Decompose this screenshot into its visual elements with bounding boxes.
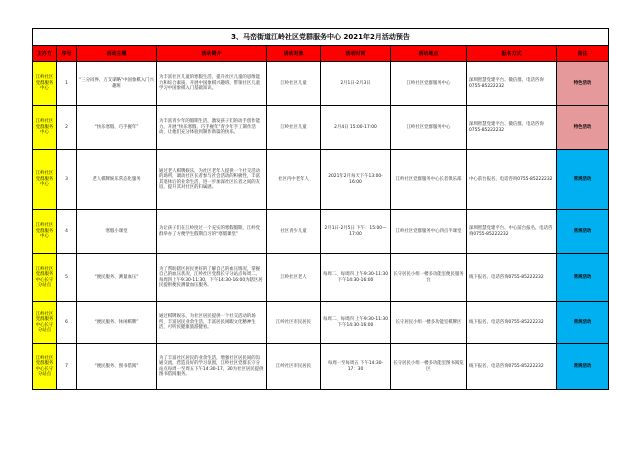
header-theme: 活动主题 <box>77 46 157 62</box>
row-number-cell: 7 <box>57 344 77 390</box>
row-number-cell: 6 <box>57 302 77 344</box>
row-number-cell: 5 <box>57 254 77 302</box>
place-cell: 江岭社区党群服务中心四点半课堂 <box>391 210 467 254</box>
place-cell: 江岭社区党群服务中心 <box>391 62 467 106</box>
table-row <box>33 254 609 302</box>
table-row <box>33 150 609 210</box>
signup-cell: 深圳智慧党建平台、微信群，电话咨询0755-85222232 <box>467 106 557 150</box>
status-cell: 常规活动 <box>557 344 609 390</box>
theme-cell: “便民服务、测量血压” <box>77 254 157 302</box>
row-number-cell: 2 <box>57 106 77 150</box>
description-cell: 通过老人棋牌娱乐，为社区老年人提供一个社交活动的场所，调动社区长者参与社会活动的积极性，丰富其退休后的业余生活，进一步加深社区长者之间的友谊，提升其对社区的归属感。 <box>157 150 267 210</box>
description-cell: 为让孩子们在江岭度过一个充实的寒假假期，江岭党群举办了方便学生假期自习的“寒假课堂” <box>157 210 267 254</box>
header-signup: 报名方式 <box>467 46 557 62</box>
time-cell: 2月1日-2月5日 下午：15:00—17:00 <box>321 210 391 254</box>
table-row <box>33 302 609 344</box>
signup-cell: 深圳智慧党建平台、微信群，电话咨询0755-85222232 <box>467 62 557 106</box>
activity-schedule-sheet <box>32 28 608 390</box>
target-cell: 江岭社区市民居民 <box>267 344 321 390</box>
signup-cell: 深圳智慧党建平台、中心前台报名、电话咨询0755-85222232 <box>467 210 557 254</box>
organizer-cell: 江岭社区党群服务中心 <box>33 106 57 150</box>
organizer-cell: 江岭社区党群服务中心 <box>33 150 57 210</box>
status-cell: 常规活动 <box>557 150 609 210</box>
header-time: 活动时间 <box>321 46 391 62</box>
signup-cell: 线下报名、电话咨询0755-85222232 <box>467 302 557 344</box>
row-number-cell: 1 <box>57 62 77 106</box>
organizer-cell: 江岭社区党群服务中心长守分站点 <box>33 302 57 344</box>
theme-cell: “便民服务、图书借阅” <box>77 344 157 390</box>
organizer-cell: 江岭社区党群服务中心 <box>33 62 57 106</box>
status-cell: 常规活动 <box>557 254 609 302</box>
place-cell: 长守居民小组一楼多功能室棋牌区 <box>391 302 467 344</box>
description-cell: 为丰富社区儿童的寒假生活，提升社区儿童的思维能力和综合素质，开展中国象棋兴趣班，带领社区儿童学习中国象棋入门基础知识。 <box>157 62 267 106</box>
time-cell: 每周二、每周四 上午9:30-11:30 下午14:30-16:00 <box>321 302 391 344</box>
description-cell: 通过棋牌娱乐，为社区居民提供一个社交活动的场所，丰富居民业余生活，丰富居民闲暇文化精神生活，可听民健康旅游健看。 <box>157 302 267 344</box>
signup-cell: 线下报名、电话咨询0755-85222232 <box>467 344 557 390</box>
time-cell: 2月4日 15:00-17:00 <box>321 106 391 150</box>
place-cell: 江岭社区党群服务中心 <box>391 106 467 150</box>
header-description: 活动简介 <box>157 46 267 62</box>
status-cell: 特色活动 <box>557 62 609 106</box>
target-cell: 江岭社区老人 <box>267 254 321 302</box>
status-cell: 常规活动 <box>557 210 609 254</box>
description-cell: 为丰富青少年的假期生活，激发孩子们的动手创作能力，开展“快乐寒假、巧手握年”青少年手工制作活动，让他们充分体验到制作新篇的快乐。 <box>157 106 267 150</box>
place-cell: 江岭社区党群服务中心长者俱乐部 <box>391 150 467 210</box>
time-cell: 每周二、每周四 上午9:30-11:30 下午14:30-16:00 <box>321 254 391 302</box>
target-cell: 江岭社区市民居民 <box>267 302 321 344</box>
theme-cell: 老人棋牌娱乐常态化服务 <box>77 150 157 210</box>
header-place: 活动地点 <box>391 46 467 62</box>
header-target: 活动对象 <box>267 46 321 62</box>
header-remark: 备注 <box>557 46 609 62</box>
description-cell: 为了丰富社区居民的业余生活，增强社区居民间的沟通交流，营造良好的学习氛围，江岭社区党群长守分站点每周一至周五下午14:30-17，30为社区居民提供图书借阅服务。 <box>157 344 267 390</box>
theme-cell: “便民服务、休闲棋牌” <box>77 302 157 344</box>
table-row <box>33 210 609 254</box>
theme-cell: “快乐寒假、巧手握年” <box>77 106 157 150</box>
table-row <box>33 62 609 106</box>
target-cell: 社区内中老年人 <box>267 150 321 210</box>
activity-table <box>32 28 609 390</box>
row-number-cell: 4 <box>57 210 77 254</box>
time-cell: 每周一至每周五 下午14:30-17：30 <box>321 344 391 390</box>
organizer-cell: 江岭社区党群服务中心长守分站点 <box>33 344 57 390</box>
target-cell: 社区青少儿童 <box>267 210 321 254</box>
signup-cell: 线下报名、电话咨询0755-85222232 <box>467 254 557 302</box>
time-cell: 2021年2月每天下午13:00-16:00 <box>321 150 391 210</box>
header-number: 序号 <box>57 46 77 62</box>
status-cell: 特色活动 <box>557 106 609 150</box>
organizer-cell: 江岭社区党群服务中心长守分站点 <box>33 254 57 302</box>
place-cell: 长守居民小组一楼多功能室图书阅览区 <box>391 344 467 390</box>
place-cell: 长守居民小组一楼多功能室便民服务台 <box>391 254 467 302</box>
description-cell: 为了帮助辖区居民更好的了解自己的血压情况，掌握自己的血压状况，江岭社区党群长守分站点每周二、每周四上午9:30-11:30，下午14:30-16:00为辖区居民提供便民测量血压服务。 <box>157 254 267 302</box>
table-row <box>33 106 609 150</box>
theme-cell: 寒假小课堂 <box>77 210 157 254</box>
target-cell: 江岭社区儿童 <box>267 106 321 150</box>
sheet-title: 3、马峦街道江岭社区党群服务中心 2021年2月活动预告 <box>33 29 609 46</box>
row-number-cell: 3 <box>57 150 77 210</box>
target-cell: 江岭社区儿童 <box>267 62 321 106</box>
status-cell: 常规活动 <box>557 302 609 344</box>
header-organizer: 主办方 <box>33 46 57 62</box>
time-cell: 2月1日-2月3日 <box>321 62 391 106</box>
table-row <box>33 344 609 390</box>
theme-cell: “三分同界、万支谋略”中国象棋入门兴趣班 <box>77 62 157 106</box>
signup-cell: 中心前台报名、电话咨询0755-85222232 <box>467 150 557 210</box>
organizer-cell: 江岭社区党群服务中心 <box>33 210 57 254</box>
